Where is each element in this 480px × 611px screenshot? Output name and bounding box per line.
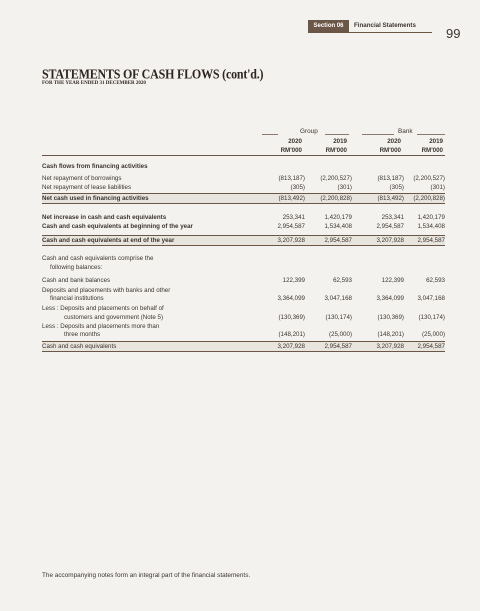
row-value: (2,200,828) xyxy=(413,195,445,202)
row-value: (148,201) xyxy=(377,331,404,338)
table-row xyxy=(42,330,445,339)
row-value: (305) xyxy=(389,184,404,191)
table-row xyxy=(42,222,445,231)
row-label: Net cash used in financing activities xyxy=(42,195,149,202)
row-label: customers and government (Note 5) xyxy=(64,314,164,321)
row-value: 1,420,179 xyxy=(417,214,445,221)
table-row xyxy=(42,254,445,263)
row-value: 62,593 xyxy=(333,277,352,284)
table-row xyxy=(42,304,445,313)
row-value: (301) xyxy=(430,184,445,191)
row-value: (25,000) xyxy=(328,331,352,338)
statement-subtitle: FOR THE YEAR ENDED 31 DECEMBER 2020 xyxy=(42,81,146,86)
footer-note: The accompanying notes form an integral part of the financial statements. xyxy=(42,572,251,579)
row-label: Cash and bank balances xyxy=(42,277,111,284)
row-value: 2,954,587 xyxy=(417,343,445,350)
bank-header-rule xyxy=(417,134,445,135)
column-header xyxy=(262,137,302,155)
row-label: three months xyxy=(64,331,101,338)
row-label: Cash flows from financing activities xyxy=(42,163,148,170)
row-label: Cash and cash equivalents at end of the year xyxy=(42,237,175,244)
row-value: 2,954,587 xyxy=(324,237,352,244)
table-row xyxy=(42,263,445,272)
group-header-rule xyxy=(325,134,349,135)
row-label: Cash and cash equivalents comprise the xyxy=(42,255,154,262)
row-label: Deposits and placements with banks and other xyxy=(42,287,171,294)
bank-header: Bank xyxy=(398,128,413,135)
table-rule xyxy=(42,203,445,204)
row-value: (2,200,527) xyxy=(413,175,445,182)
row-label: Less : Deposits and placements on behalf of xyxy=(42,305,164,312)
group-header: Group xyxy=(300,128,318,135)
column-unit: RM'000 xyxy=(325,147,347,154)
column-header xyxy=(361,137,401,155)
row-value: 62,593 xyxy=(426,277,445,284)
column-header xyxy=(307,137,347,155)
row-value: (130,174) xyxy=(418,314,445,321)
row-value: 3,364,099 xyxy=(376,295,404,302)
table-row xyxy=(42,342,445,351)
row-value: 122,399 xyxy=(282,277,305,284)
table-row xyxy=(42,174,445,183)
row-label: Less : Deposits and placements more than xyxy=(42,323,160,330)
row-value: (130,369) xyxy=(377,314,404,321)
row-value: 2,954,587 xyxy=(324,343,352,350)
row-value: 253,341 xyxy=(381,214,404,221)
row-value: 3,207,928 xyxy=(376,343,404,350)
row-value: 3,047,168 xyxy=(324,295,352,302)
row-value: (148,201) xyxy=(278,331,305,338)
row-value: 3,047,168 xyxy=(417,295,445,302)
table-row xyxy=(42,194,445,203)
row-value: (813,187) xyxy=(278,175,305,182)
table-row xyxy=(42,213,445,222)
row-label: Cash and cash equivalents at beginning of the year xyxy=(42,223,193,230)
row-value: (813,492) xyxy=(377,195,404,202)
row-value: 3,207,928 xyxy=(277,343,305,350)
table-row xyxy=(42,183,445,192)
table-row xyxy=(42,162,445,171)
column-year: 2020 xyxy=(387,138,401,145)
page-number: 99 xyxy=(446,26,461,41)
table-rule xyxy=(42,351,445,352)
column-year: 2019 xyxy=(429,138,443,145)
row-value: (305) xyxy=(290,184,305,191)
group-header-rule xyxy=(262,134,278,135)
row-value: 1,534,408 xyxy=(417,223,445,230)
row-value: 253,341 xyxy=(282,214,305,221)
row-value: (813,492) xyxy=(278,195,305,202)
row-value: 3,364,099 xyxy=(277,295,305,302)
column-year: 2020 xyxy=(288,138,302,145)
row-value: 2,954,587 xyxy=(277,223,305,230)
table-row xyxy=(42,236,445,245)
column-unit: RM'000 xyxy=(421,147,443,154)
row-label: Net repayment of lease liabilities xyxy=(42,184,132,191)
column-header xyxy=(403,137,443,155)
row-value: 2,954,587 xyxy=(417,237,445,244)
row-label: following balances: xyxy=(50,264,103,271)
row-value: 1,420,179 xyxy=(324,214,352,221)
row-value: 1,534,408 xyxy=(324,223,352,230)
column-unit: RM'000 xyxy=(280,147,302,154)
header-divider xyxy=(42,155,445,156)
row-value: (130,369) xyxy=(278,314,305,321)
column-year: 2019 xyxy=(333,138,347,145)
table-row xyxy=(42,276,445,285)
section-title: Financial Statements xyxy=(354,22,416,29)
row-value: 122,399 xyxy=(381,277,404,284)
row-value: (130,174) xyxy=(325,314,352,321)
row-value: (813,187) xyxy=(377,175,404,182)
row-label: Net increase in cash and cash equivalents xyxy=(42,214,167,221)
section-tag: Section 06 xyxy=(308,20,349,32)
row-value: (2,200,828) xyxy=(320,195,352,202)
row-value: 3,207,928 xyxy=(376,237,404,244)
row-value: (2,200,527) xyxy=(320,175,352,182)
table-row xyxy=(42,313,445,322)
row-value: 2,954,587 xyxy=(376,223,404,230)
row-label: Cash and cash equivalents xyxy=(42,343,117,350)
row-label: Net repayment of borrowings xyxy=(42,175,122,182)
statement-title: STATEMENTS OF CASH FLOWS (cont'd.) xyxy=(42,66,264,83)
table-rule xyxy=(42,245,445,246)
table-row xyxy=(42,294,445,303)
bank-header-rule xyxy=(362,134,394,135)
row-value: (25,000) xyxy=(421,331,445,338)
row-value: (301) xyxy=(337,184,352,191)
column-unit: RM'000 xyxy=(379,147,401,154)
row-label: financial institutions xyxy=(50,295,104,302)
row-value: 3,207,928 xyxy=(277,237,305,244)
header-rule xyxy=(308,32,432,33)
